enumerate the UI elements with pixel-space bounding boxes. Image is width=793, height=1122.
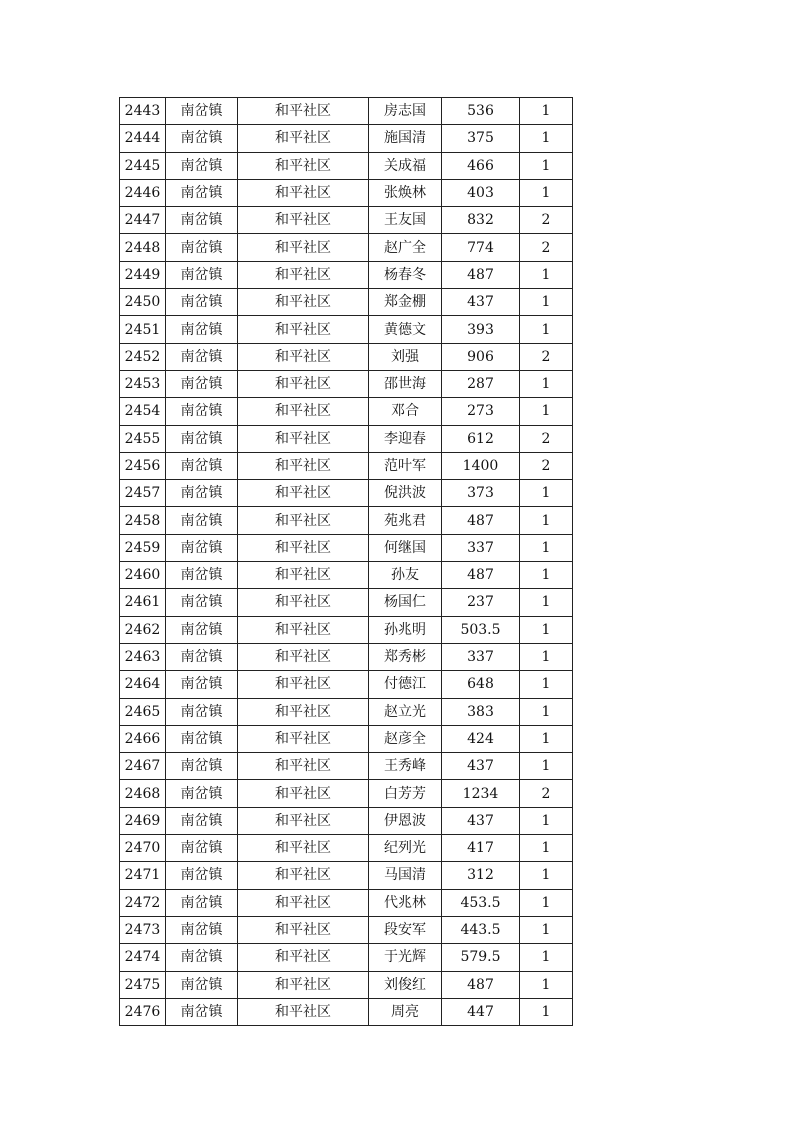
household-count-cell: 2	[520, 425, 573, 452]
household-count-cell: 1	[520, 643, 573, 670]
town-cell: 南岔镇	[166, 452, 238, 479]
table-row	[120, 589, 573, 616]
town-cell: 南岔镇	[166, 616, 238, 643]
household-count-cell: 1	[520, 289, 573, 316]
community-cell: 和平社区	[238, 725, 369, 752]
table-row	[120, 207, 573, 234]
household-count-cell: 1	[520, 398, 573, 425]
table-row	[120, 780, 573, 807]
amount-cell: 503.5	[442, 616, 520, 643]
table-row	[120, 125, 573, 152]
community-cell: 和平社区	[238, 807, 369, 834]
household-count-cell: 1	[520, 125, 573, 152]
town-cell: 南岔镇	[166, 98, 238, 125]
amount-cell: 648	[442, 671, 520, 698]
town-cell: 南岔镇	[166, 589, 238, 616]
roster-table-body	[120, 98, 573, 1026]
town-cell: 南岔镇	[166, 261, 238, 288]
row-number-cell: 2447	[120, 207, 166, 234]
amount-cell: 375	[442, 125, 520, 152]
row-number-cell: 2451	[120, 316, 166, 343]
household-count-cell: 1	[520, 98, 573, 125]
amount-cell: 437	[442, 289, 520, 316]
table-row	[120, 671, 573, 698]
amount-cell: 373	[442, 480, 520, 507]
row-number-cell: 2458	[120, 507, 166, 534]
table-row	[120, 507, 573, 534]
amount-cell: 1400	[442, 452, 520, 479]
amount-cell: 403	[442, 179, 520, 206]
household-count-cell: 2	[520, 234, 573, 261]
name-cell: 杨春冬	[369, 261, 442, 288]
household-count-cell: 2	[520, 452, 573, 479]
community-cell: 和平社区	[238, 261, 369, 288]
community-cell: 和平社区	[238, 452, 369, 479]
household-count-cell: 1	[520, 753, 573, 780]
table-row	[120, 261, 573, 288]
household-count-cell: 1	[520, 671, 573, 698]
name-cell: 孙友	[369, 562, 442, 589]
community-cell: 和平社区	[238, 889, 369, 916]
table-row	[120, 234, 573, 261]
household-count-cell: 2	[520, 207, 573, 234]
town-cell: 南岔镇	[166, 425, 238, 452]
household-count-cell: 2	[520, 343, 573, 370]
amount-cell: 487	[442, 562, 520, 589]
community-cell: 和平社区	[238, 125, 369, 152]
amount-cell: 487	[442, 507, 520, 534]
row-number-cell: 2469	[120, 807, 166, 834]
town-cell: 南岔镇	[166, 698, 238, 725]
row-number-cell: 2470	[120, 835, 166, 862]
amount-cell: 447	[442, 998, 520, 1025]
table-row	[120, 753, 573, 780]
town-cell: 南岔镇	[166, 889, 238, 916]
community-cell: 和平社区	[238, 152, 369, 179]
table-row	[120, 480, 573, 507]
row-number-cell: 2468	[120, 780, 166, 807]
town-cell: 南岔镇	[166, 343, 238, 370]
town-cell: 南岔镇	[166, 125, 238, 152]
row-number-cell: 2448	[120, 234, 166, 261]
household-count-cell: 1	[520, 179, 573, 206]
community-cell: 和平社区	[238, 343, 369, 370]
amount-cell: 487	[442, 971, 520, 998]
table-row	[120, 316, 573, 343]
row-number-cell: 2452	[120, 343, 166, 370]
household-count-cell: 1	[520, 616, 573, 643]
town-cell: 南岔镇	[166, 207, 238, 234]
town-cell: 南岔镇	[166, 971, 238, 998]
household-count-cell: 2	[520, 780, 573, 807]
town-cell: 南岔镇	[166, 480, 238, 507]
household-count-cell: 1	[520, 698, 573, 725]
table-row	[120, 179, 573, 206]
community-cell: 和平社区	[238, 862, 369, 889]
community-cell: 和平社区	[238, 534, 369, 561]
name-cell: 李迎春	[369, 425, 442, 452]
town-cell: 南岔镇	[166, 289, 238, 316]
amount-cell: 1234	[442, 780, 520, 807]
town-cell: 南岔镇	[166, 835, 238, 862]
row-number-cell: 2474	[120, 944, 166, 971]
row-number-cell: 2463	[120, 643, 166, 670]
community-cell: 和平社区	[238, 616, 369, 643]
row-number-cell: 2455	[120, 425, 166, 452]
name-cell: 何继国	[369, 534, 442, 561]
community-cell: 和平社区	[238, 643, 369, 670]
name-cell: 房志国	[369, 98, 442, 125]
town-cell: 南岔镇	[166, 507, 238, 534]
household-count-cell: 1	[520, 370, 573, 397]
household-count-cell: 1	[520, 507, 573, 534]
town-cell: 南岔镇	[166, 998, 238, 1025]
row-number-cell: 2456	[120, 452, 166, 479]
community-cell: 和平社区	[238, 916, 369, 943]
amount-cell: 312	[442, 862, 520, 889]
town-cell: 南岔镇	[166, 753, 238, 780]
amount-cell: 237	[442, 589, 520, 616]
town-cell: 南岔镇	[166, 316, 238, 343]
amount-cell: 383	[442, 698, 520, 725]
amount-cell: 424	[442, 725, 520, 752]
row-number-cell: 2464	[120, 671, 166, 698]
name-cell: 关成福	[369, 152, 442, 179]
row-number-cell: 2465	[120, 698, 166, 725]
amount-cell: 579.5	[442, 944, 520, 971]
name-cell: 赵彦全	[369, 725, 442, 752]
town-cell: 南岔镇	[166, 807, 238, 834]
town-cell: 南岔镇	[166, 152, 238, 179]
household-count-cell: 1	[520, 534, 573, 561]
table-row	[120, 398, 573, 425]
amount-cell: 337	[442, 643, 520, 670]
row-number-cell: 2471	[120, 862, 166, 889]
community-cell: 和平社区	[238, 944, 369, 971]
amount-cell: 536	[442, 98, 520, 125]
name-cell: 王友国	[369, 207, 442, 234]
name-cell: 代兆林	[369, 889, 442, 916]
table-row	[120, 98, 573, 125]
table-row	[120, 616, 573, 643]
name-cell: 白芳芳	[369, 780, 442, 807]
name-cell: 段安军	[369, 916, 442, 943]
row-number-cell: 2457	[120, 480, 166, 507]
name-cell: 邵世海	[369, 370, 442, 397]
town-cell: 南岔镇	[166, 862, 238, 889]
name-cell: 刘俊红	[369, 971, 442, 998]
name-cell: 付德江	[369, 671, 442, 698]
row-number-cell: 2461	[120, 589, 166, 616]
table-row	[120, 562, 573, 589]
row-number-cell: 2459	[120, 534, 166, 561]
row-number-cell: 2454	[120, 398, 166, 425]
table-row	[120, 698, 573, 725]
table-row	[120, 862, 573, 889]
row-number-cell: 2444	[120, 125, 166, 152]
community-cell: 和平社区	[238, 234, 369, 261]
row-number-cell: 2453	[120, 370, 166, 397]
town-cell: 南岔镇	[166, 179, 238, 206]
row-number-cell: 2460	[120, 562, 166, 589]
name-cell: 郑金棚	[369, 289, 442, 316]
table-row	[120, 152, 573, 179]
household-count-cell: 1	[520, 316, 573, 343]
name-cell: 纪列光	[369, 835, 442, 862]
town-cell: 南岔镇	[166, 562, 238, 589]
household-count-cell: 1	[520, 152, 573, 179]
community-cell: 和平社区	[238, 971, 369, 998]
household-count-cell: 1	[520, 589, 573, 616]
community-cell: 和平社区	[238, 780, 369, 807]
household-count-cell: 1	[520, 562, 573, 589]
household-count-cell: 1	[520, 835, 573, 862]
town-cell: 南岔镇	[166, 534, 238, 561]
table-row	[120, 452, 573, 479]
table-row	[120, 971, 573, 998]
name-cell: 赵广全	[369, 234, 442, 261]
household-count-cell: 1	[520, 998, 573, 1025]
amount-cell: 832	[442, 207, 520, 234]
town-cell: 南岔镇	[166, 643, 238, 670]
town-cell: 南岔镇	[166, 234, 238, 261]
community-cell: 和平社区	[238, 698, 369, 725]
community-cell: 和平社区	[238, 179, 369, 206]
row-number-cell: 2475	[120, 971, 166, 998]
name-cell: 范叶军	[369, 452, 442, 479]
row-number-cell: 2467	[120, 753, 166, 780]
name-cell: 孙兆明	[369, 616, 442, 643]
row-number-cell: 2466	[120, 725, 166, 752]
row-number-cell: 2443	[120, 98, 166, 125]
household-count-cell: 1	[520, 916, 573, 943]
community-cell: 和平社区	[238, 480, 369, 507]
name-cell: 于光辉	[369, 944, 442, 971]
household-count-cell: 1	[520, 971, 573, 998]
name-cell: 苑兆君	[369, 507, 442, 534]
community-cell: 和平社区	[238, 835, 369, 862]
community-cell: 和平社区	[238, 589, 369, 616]
household-count-cell: 1	[520, 944, 573, 971]
town-cell: 南岔镇	[166, 916, 238, 943]
table-row	[120, 370, 573, 397]
community-cell: 和平社区	[238, 671, 369, 698]
town-cell: 南岔镇	[166, 398, 238, 425]
community-cell: 和平社区	[238, 398, 369, 425]
amount-cell: 337	[442, 534, 520, 561]
name-cell: 杨国仁	[369, 589, 442, 616]
amount-cell: 487	[442, 261, 520, 288]
table-row	[120, 835, 573, 862]
community-cell: 和平社区	[238, 289, 369, 316]
amount-cell: 906	[442, 343, 520, 370]
name-cell: 黄德文	[369, 316, 442, 343]
community-cell: 和平社区	[238, 316, 369, 343]
community-cell: 和平社区	[238, 207, 369, 234]
amount-cell: 273	[442, 398, 520, 425]
community-cell: 和平社区	[238, 998, 369, 1025]
name-cell: 伊恩波	[369, 807, 442, 834]
town-cell: 南岔镇	[166, 780, 238, 807]
amount-cell: 466	[442, 152, 520, 179]
amount-cell: 437	[442, 807, 520, 834]
table-row	[120, 289, 573, 316]
name-cell: 倪洪波	[369, 480, 442, 507]
row-number-cell: 2476	[120, 998, 166, 1025]
name-cell: 施国清	[369, 125, 442, 152]
table-row	[120, 643, 573, 670]
amount-cell: 453.5	[442, 889, 520, 916]
table-row	[120, 944, 573, 971]
amount-cell: 393	[442, 316, 520, 343]
name-cell: 周亮	[369, 998, 442, 1025]
row-number-cell: 2449	[120, 261, 166, 288]
row-number-cell: 2473	[120, 916, 166, 943]
community-cell: 和平社区	[238, 370, 369, 397]
community-cell: 和平社区	[238, 753, 369, 780]
household-count-cell: 1	[520, 480, 573, 507]
community-cell: 和平社区	[238, 425, 369, 452]
table-row	[120, 425, 573, 452]
amount-cell: 774	[442, 234, 520, 261]
row-number-cell: 2462	[120, 616, 166, 643]
name-cell: 张焕林	[369, 179, 442, 206]
amount-cell: 287	[442, 370, 520, 397]
town-cell: 南岔镇	[166, 725, 238, 752]
amount-cell: 417	[442, 835, 520, 862]
town-cell: 南岔镇	[166, 944, 238, 971]
table-row	[120, 916, 573, 943]
name-cell: 刘强	[369, 343, 442, 370]
household-count-cell: 1	[520, 261, 573, 288]
name-cell: 郑秀彬	[369, 643, 442, 670]
name-cell: 赵立光	[369, 698, 442, 725]
amount-cell: 612	[442, 425, 520, 452]
community-cell: 和平社区	[238, 562, 369, 589]
table-row	[120, 343, 573, 370]
row-number-cell: 2445	[120, 152, 166, 179]
name-cell: 邓合	[369, 398, 442, 425]
household-count-cell: 1	[520, 807, 573, 834]
household-count-cell: 1	[520, 862, 573, 889]
table-row	[120, 725, 573, 752]
household-count-cell: 1	[520, 725, 573, 752]
row-number-cell: 2472	[120, 889, 166, 916]
row-number-cell: 2450	[120, 289, 166, 316]
community-cell: 和平社区	[238, 98, 369, 125]
table-row	[120, 889, 573, 916]
table-row	[120, 534, 573, 561]
town-cell: 南岔镇	[166, 671, 238, 698]
roster-table	[119, 97, 573, 1026]
table-row	[120, 998, 573, 1025]
household-count-cell: 1	[520, 889, 573, 916]
community-cell: 和平社区	[238, 507, 369, 534]
row-number-cell: 2446	[120, 179, 166, 206]
amount-cell: 443.5	[442, 916, 520, 943]
name-cell: 马国清	[369, 862, 442, 889]
amount-cell: 437	[442, 753, 520, 780]
table-row	[120, 807, 573, 834]
name-cell: 王秀峰	[369, 753, 442, 780]
town-cell: 南岔镇	[166, 370, 238, 397]
